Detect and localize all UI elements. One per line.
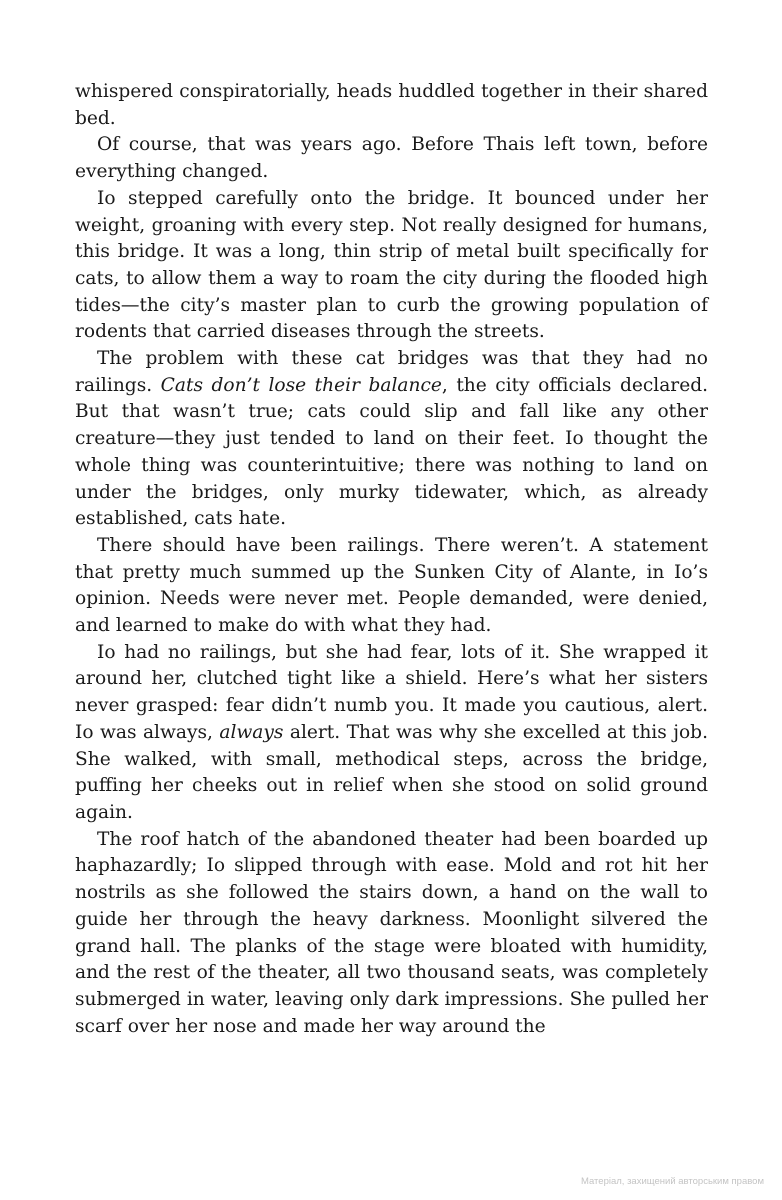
copyright-watermark: Матеріал, захищений авторським правом xyxy=(580,1176,764,1187)
text-run: Io stepped carefully onto the bridge. It bounced under her weight, groaning with every step. Not really designed for humans, this bridge. It was a long, thin strip of metal built specifically for cats, to allow them a way to roam the city during the flooded high tides—the city’s master plan to curb the growing population of rodents that carried diseases through the streets. xyxy=(75,187,708,343)
italic-text: always xyxy=(219,721,284,743)
paragraph xyxy=(75,186,708,346)
italic-text: Cats don’t lose their balance xyxy=(160,374,442,396)
paragraph xyxy=(75,533,708,640)
text-run: whispered conspiratorially, heads huddled together in their shared bed. xyxy=(75,81,708,129)
text-run: There should have been railings. There weren’t. A statement that pretty much summed up the Sunken City of Alante, in Io’s opinion. Needs were never met. People demanded, were denied, and learned to make do with what they had. xyxy=(75,534,708,637)
paragraph xyxy=(75,827,708,1041)
paragraph xyxy=(75,640,708,827)
text-run: Io had no railings, but she had fear, lots of it. She wrapped it around her, clutched tight like a shield. Here’s what her sisters never grasped: fear didn’t numb you. It made you cautious, alert. Io was always, xyxy=(75,641,708,743)
page-body-text xyxy=(75,79,708,1040)
text-run: , the city officials declared. But that wasn’t true; cats could slip and fall like any other creature—they just tended to land on their feet. Io thought the whole thing was counterintuitive; there was nothing to land on under the bridges, only murky tidewater, which, as already established, cats hate. xyxy=(75,374,709,530)
paragraph xyxy=(75,79,708,132)
text-run: Of course, that was years ago. Before Thais left town, before everything changed. xyxy=(75,134,708,183)
paragraph xyxy=(75,132,708,185)
paragraph xyxy=(75,346,708,533)
text-run: alert. That was why she excelled at this job. She walked, with small, methodical steps, across the bridge, puffing her cheeks out in relief when she stood on solid ground again. xyxy=(75,721,708,823)
text-run: The roof hatch of the abandoned theater had been boarded up haphazardly; Io slipped through with ease. Mold and rot hit her nostrils as she followed the stairs down, a hand on the wall to guide her through the heavy darkness. Moonlight silvered the grand hall. The planks of the stage were bloated with humidity, and the rest of the theater, all two thousand seats, was completely submerged in water, leaving only dark impressions. She pulled her scarf over her nose and made her way around the xyxy=(75,828,708,1037)
text-run: The problem with these cat bridges was that they had no railings. xyxy=(75,348,708,396)
